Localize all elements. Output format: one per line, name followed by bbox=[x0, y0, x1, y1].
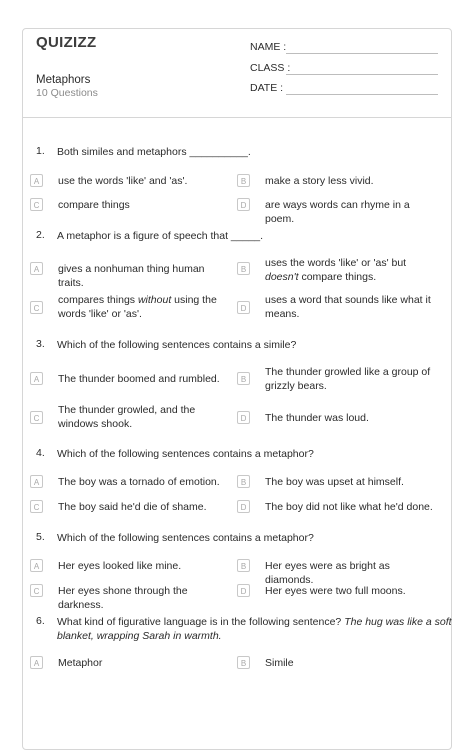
option-text bbox=[58, 293, 230, 321]
option-text: Her eyes were two full moons. bbox=[265, 585, 406, 597]
option-text bbox=[265, 256, 437, 284]
name-field[interactable] bbox=[286, 53, 438, 54]
option-text: uses a word that sounds like what it means. bbox=[265, 294, 431, 320]
option-text: The thunder growled, and the windows shook. bbox=[58, 404, 196, 430]
option-text-part: using the words 'like' or 'as'. bbox=[58, 294, 217, 320]
option-letter: A bbox=[30, 656, 43, 669]
option-text: compare things bbox=[58, 199, 130, 211]
option-text-part: uses the words 'like' or 'as' but bbox=[265, 257, 407, 269]
option-text: Her eyes were as bright as diamonds. bbox=[265, 560, 390, 586]
option-text: The boy said he'd die of shame. bbox=[58, 501, 207, 513]
option-text: gives a nonhuman thing human traits. bbox=[58, 263, 205, 289]
question-text: Which of the following sentences contains a simile? bbox=[57, 339, 297, 351]
class-field[interactable] bbox=[286, 74, 438, 75]
question-text: Which of the following sentences contains a metaphor? bbox=[57, 532, 314, 544]
option-text: The boy was a tornado of emotion. bbox=[58, 476, 220, 488]
class-label: CLASS : bbox=[250, 62, 291, 74]
option-text: make a story less vivid. bbox=[265, 175, 374, 187]
option-letter: A bbox=[30, 372, 43, 385]
question-text-part: What kind of figurative language is in the following sentence? bbox=[57, 616, 345, 628]
option-text: use the words 'like' and 'as'. bbox=[58, 175, 188, 187]
question-text: Which of the following sentences contains a metaphor? bbox=[57, 448, 314, 460]
question-count: 10 Questions bbox=[36, 87, 98, 99]
option-letter: B bbox=[237, 475, 250, 488]
option-letter: B bbox=[237, 174, 250, 187]
question-number: 2. bbox=[36, 229, 45, 241]
question-number: 6. bbox=[36, 615, 45, 627]
option-letter: B bbox=[237, 372, 250, 385]
date-label: DATE : bbox=[250, 82, 284, 94]
question-text bbox=[57, 615, 452, 643]
option-letter: A bbox=[30, 559, 43, 572]
option-text: The thunder was loud. bbox=[265, 412, 369, 424]
option-letter: B bbox=[237, 262, 250, 275]
option-text: The boy did not like what he'd done. bbox=[265, 501, 433, 513]
option-letter: C bbox=[30, 500, 43, 513]
option-letter: C bbox=[30, 584, 43, 597]
option-letter: A bbox=[30, 475, 43, 488]
question-number: 4. bbox=[36, 447, 45, 459]
worksheet-title: Metaphors bbox=[36, 74, 91, 86]
option-letter: D bbox=[237, 411, 250, 424]
option-text: Simile bbox=[265, 657, 294, 669]
option-text: Her eyes looked like mine. bbox=[58, 560, 182, 572]
option-letter: D bbox=[237, 500, 250, 513]
quizizz-logo: QUIZIZZ bbox=[36, 34, 97, 51]
option-text-emphasis: without bbox=[137, 294, 172, 306]
option-letter: B bbox=[237, 559, 250, 572]
date-field[interactable] bbox=[286, 94, 438, 95]
option-letter: C bbox=[30, 301, 43, 314]
question-number: 5. bbox=[36, 531, 45, 543]
question-text: Both similes and metaphors __________. bbox=[57, 146, 251, 158]
option-text-part: compare things. bbox=[298, 271, 377, 283]
option-text: Metaphor bbox=[58, 657, 103, 669]
option-text-part: compares things bbox=[58, 294, 138, 306]
option-text: Her eyes shone through the darkness. bbox=[58, 585, 188, 611]
header-divider bbox=[22, 117, 452, 118]
option-text: The boy was upset at himself. bbox=[265, 476, 404, 488]
option-letter: A bbox=[30, 262, 43, 275]
option-letter: C bbox=[30, 411, 43, 424]
option-text: The thunder growled like a group of grizzly bears. bbox=[265, 366, 431, 392]
question-text: A metaphor is a figure of speech that _____. bbox=[57, 230, 264, 242]
question-text-emphasis: The hug was like a soft blanket, wrapping Sarah in warmth. bbox=[57, 616, 452, 642]
question-number: 3. bbox=[36, 338, 45, 350]
option-letter: D bbox=[237, 584, 250, 597]
option-text: The thunder boomed and rumbled. bbox=[58, 373, 220, 385]
option-letter: D bbox=[237, 198, 250, 211]
option-letter: B bbox=[237, 656, 250, 669]
option-letter: D bbox=[237, 301, 250, 314]
option-letter: A bbox=[30, 174, 43, 187]
name-label: NAME : bbox=[250, 41, 287, 53]
option-text-emphasis: doesn't bbox=[265, 271, 299, 283]
question-number: 1. bbox=[36, 145, 45, 157]
option-text: are ways words can rhyme in a poem. bbox=[265, 199, 410, 225]
option-letter: C bbox=[30, 198, 43, 211]
